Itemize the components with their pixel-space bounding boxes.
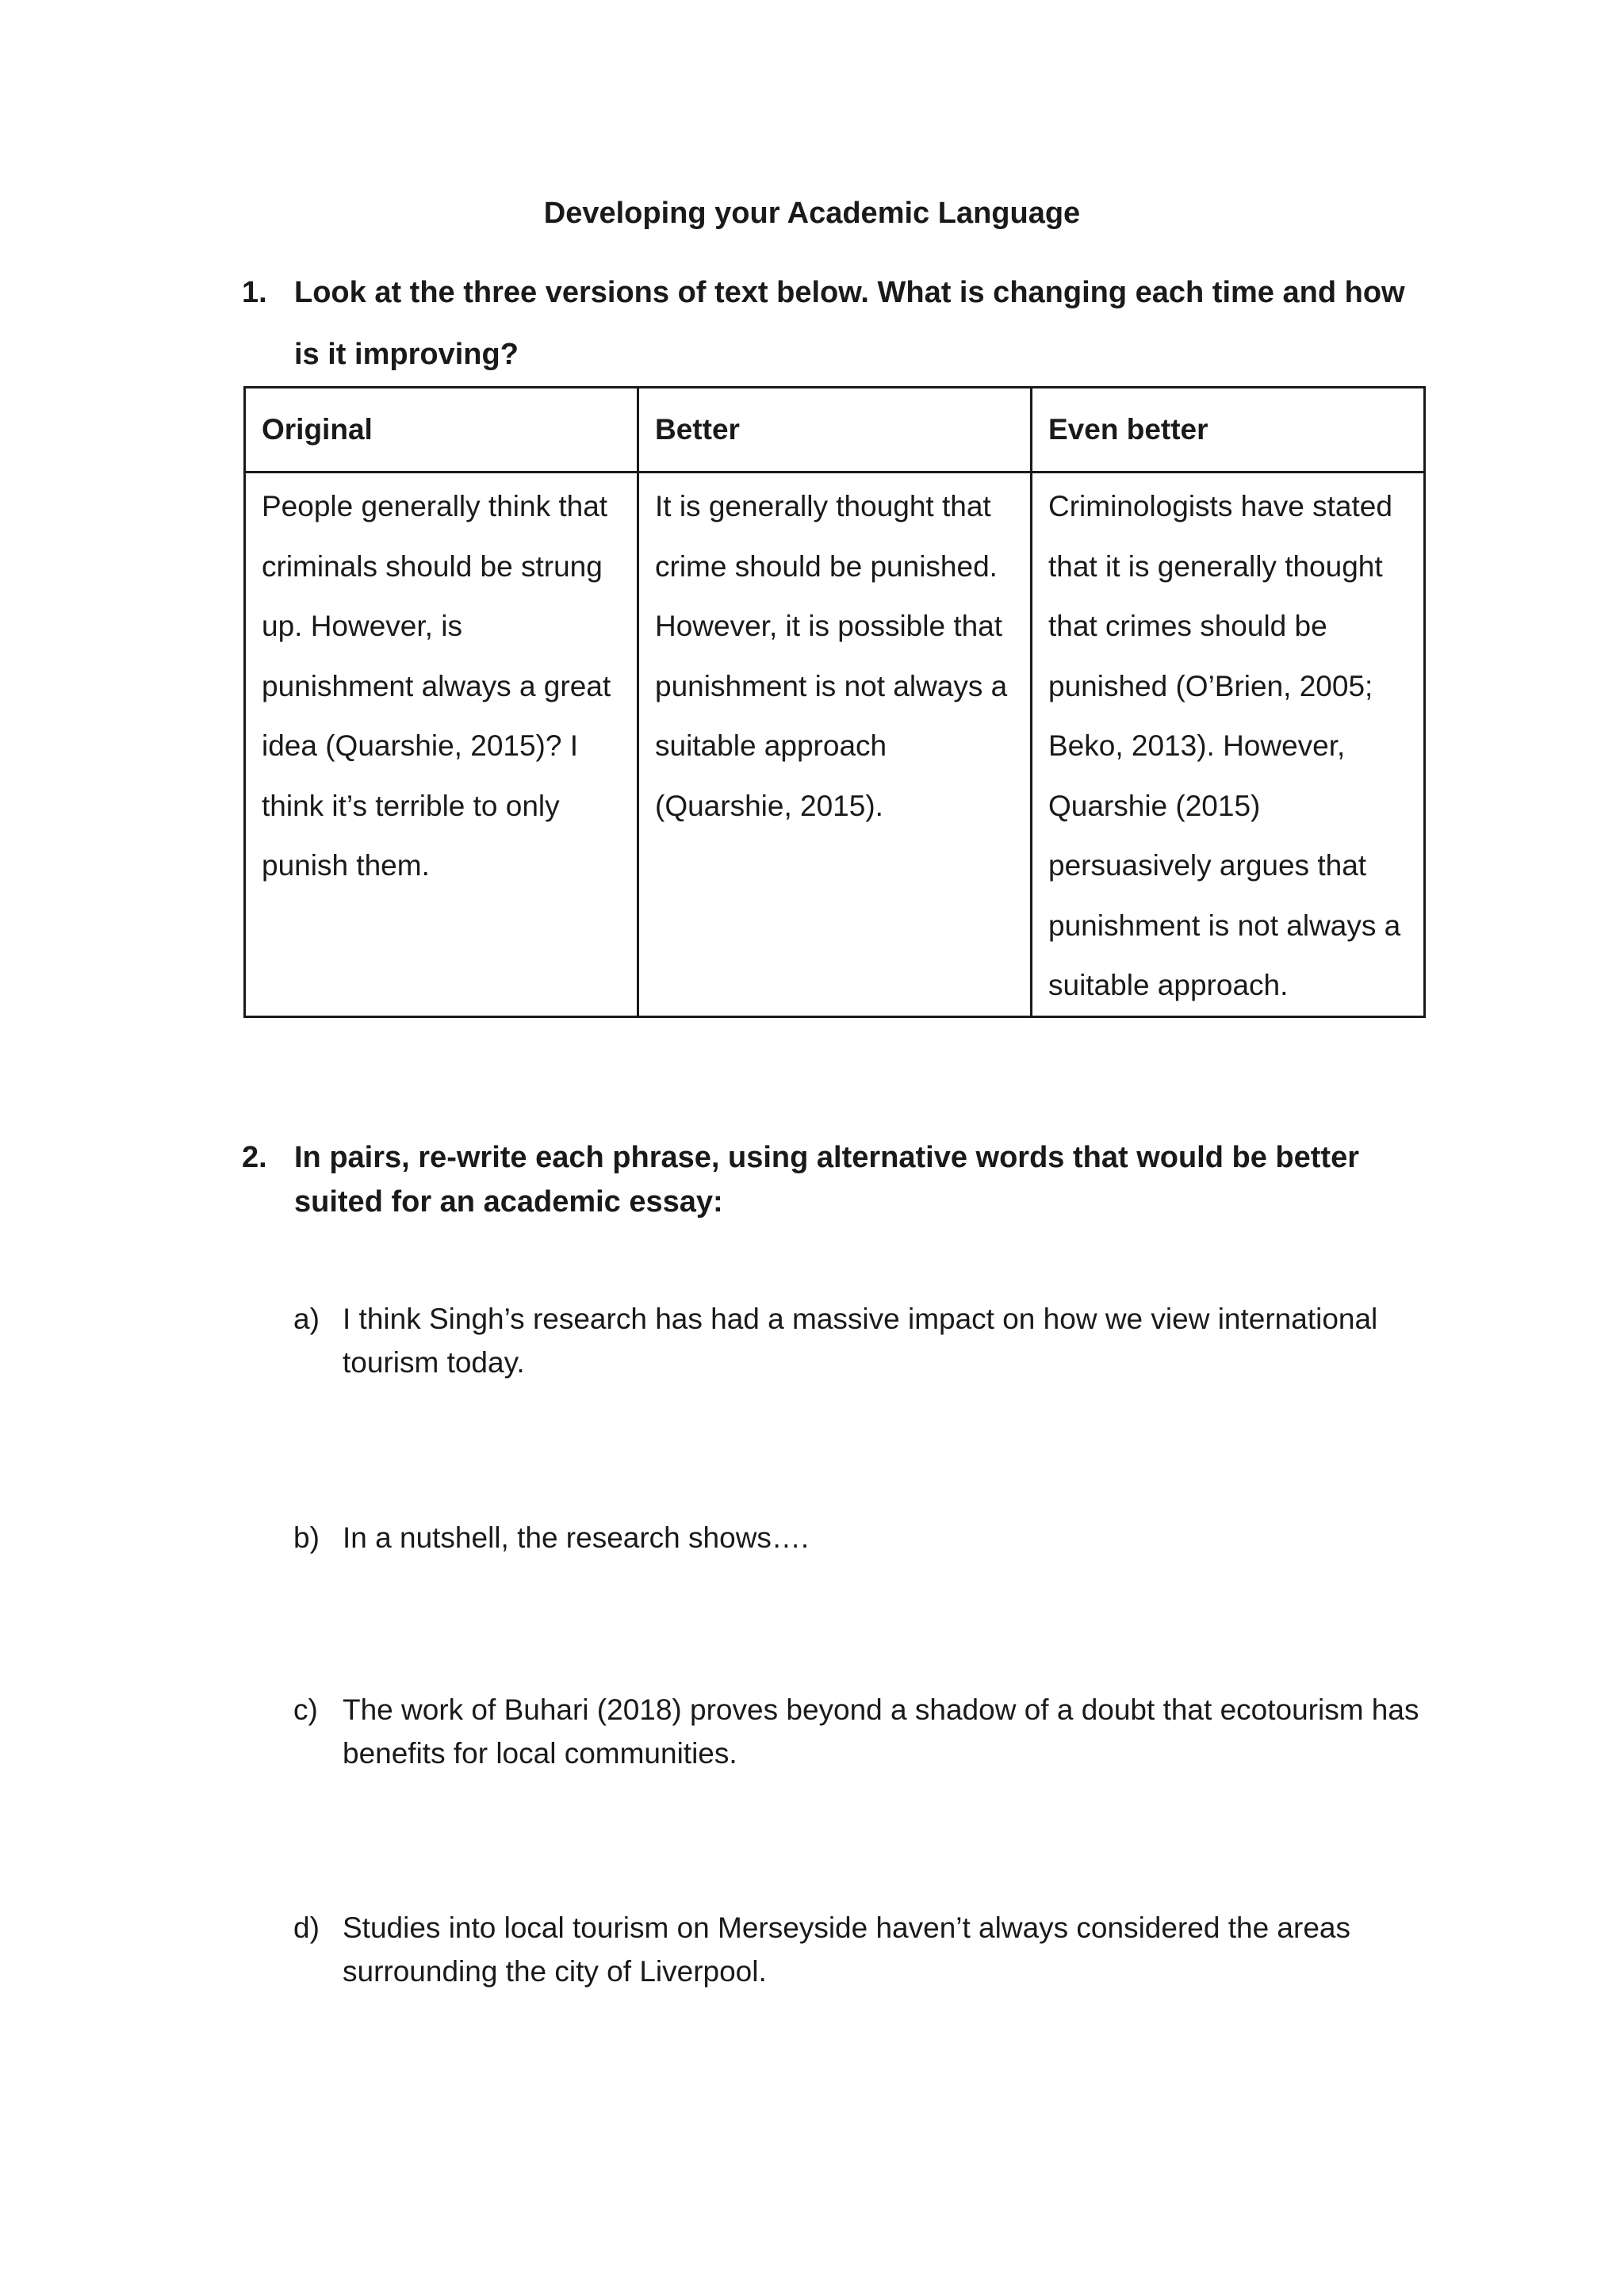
question-1-text: Look at the three versions of text below. What is changing each time and how is it improving?	[294, 276, 1405, 371]
table-header-row	[245, 388, 1425, 473]
question-2	[242, 1135, 1431, 1224]
cell-even-better: Criminologists have stated that it is generally thought that crimes should be punished (O’Brien, 2005; Beko, 2013). However, Quarshie (2015) persuasively argues that punishment is not always a suitable approach.	[1032, 473, 1425, 1017]
document-title: Developing your Academic Language	[543, 197, 1081, 230]
phrase-item-b	[293, 1516, 1419, 1559]
phrase-text: The work of Buhari (2018) proves beyond a shadow of a doubt that ecotourism has benefits for local communities.	[343, 1693, 1419, 1770]
question-2-text: In pairs, re-write each phrase, using alternative words that would be better suited for an academic essay:	[294, 1141, 1359, 1219]
phrase-letter: b)	[293, 1521, 320, 1554]
header-even-better: Even better	[1032, 388, 1425, 473]
phrase-item-c	[293, 1688, 1419, 1775]
phrase-letter: c)	[293, 1693, 318, 1726]
cell-original: People generally think that criminals should be strung up. However, is punishment always a great idea (Quarshie, 2015)? I think it’s terrible to only punish them.	[245, 473, 638, 1017]
phrase-item-a	[293, 1297, 1419, 1384]
question-2-number: 2.	[242, 1141, 267, 1174]
table-row	[245, 473, 1425, 1017]
phrase-letter: a)	[293, 1303, 320, 1335]
phrase-item-d	[293, 1906, 1419, 1993]
header-better: Better	[638, 388, 1032, 473]
question-1-number: 1.	[242, 276, 267, 309]
question-1	[242, 262, 1431, 385]
versions-table	[243, 386, 1426, 1018]
phrase-text: I think Singh’s research has had a massive impact on how we view international tourism today.	[343, 1303, 1378, 1379]
header-original: Original	[245, 388, 638, 473]
cell-better: It is generally thought that crime should be punished. However, it is possible that punishment is not always a suitable approach (Quarshie, 2015).	[638, 473, 1032, 1017]
phrase-text: Studies into local tourism on Merseyside haven’t always considered the areas surrounding the city of Liverpool.	[343, 1911, 1350, 1988]
phrase-letter: d)	[293, 1911, 320, 1944]
phrase-text: In a nutshell, the research shows….	[343, 1521, 810, 1554]
